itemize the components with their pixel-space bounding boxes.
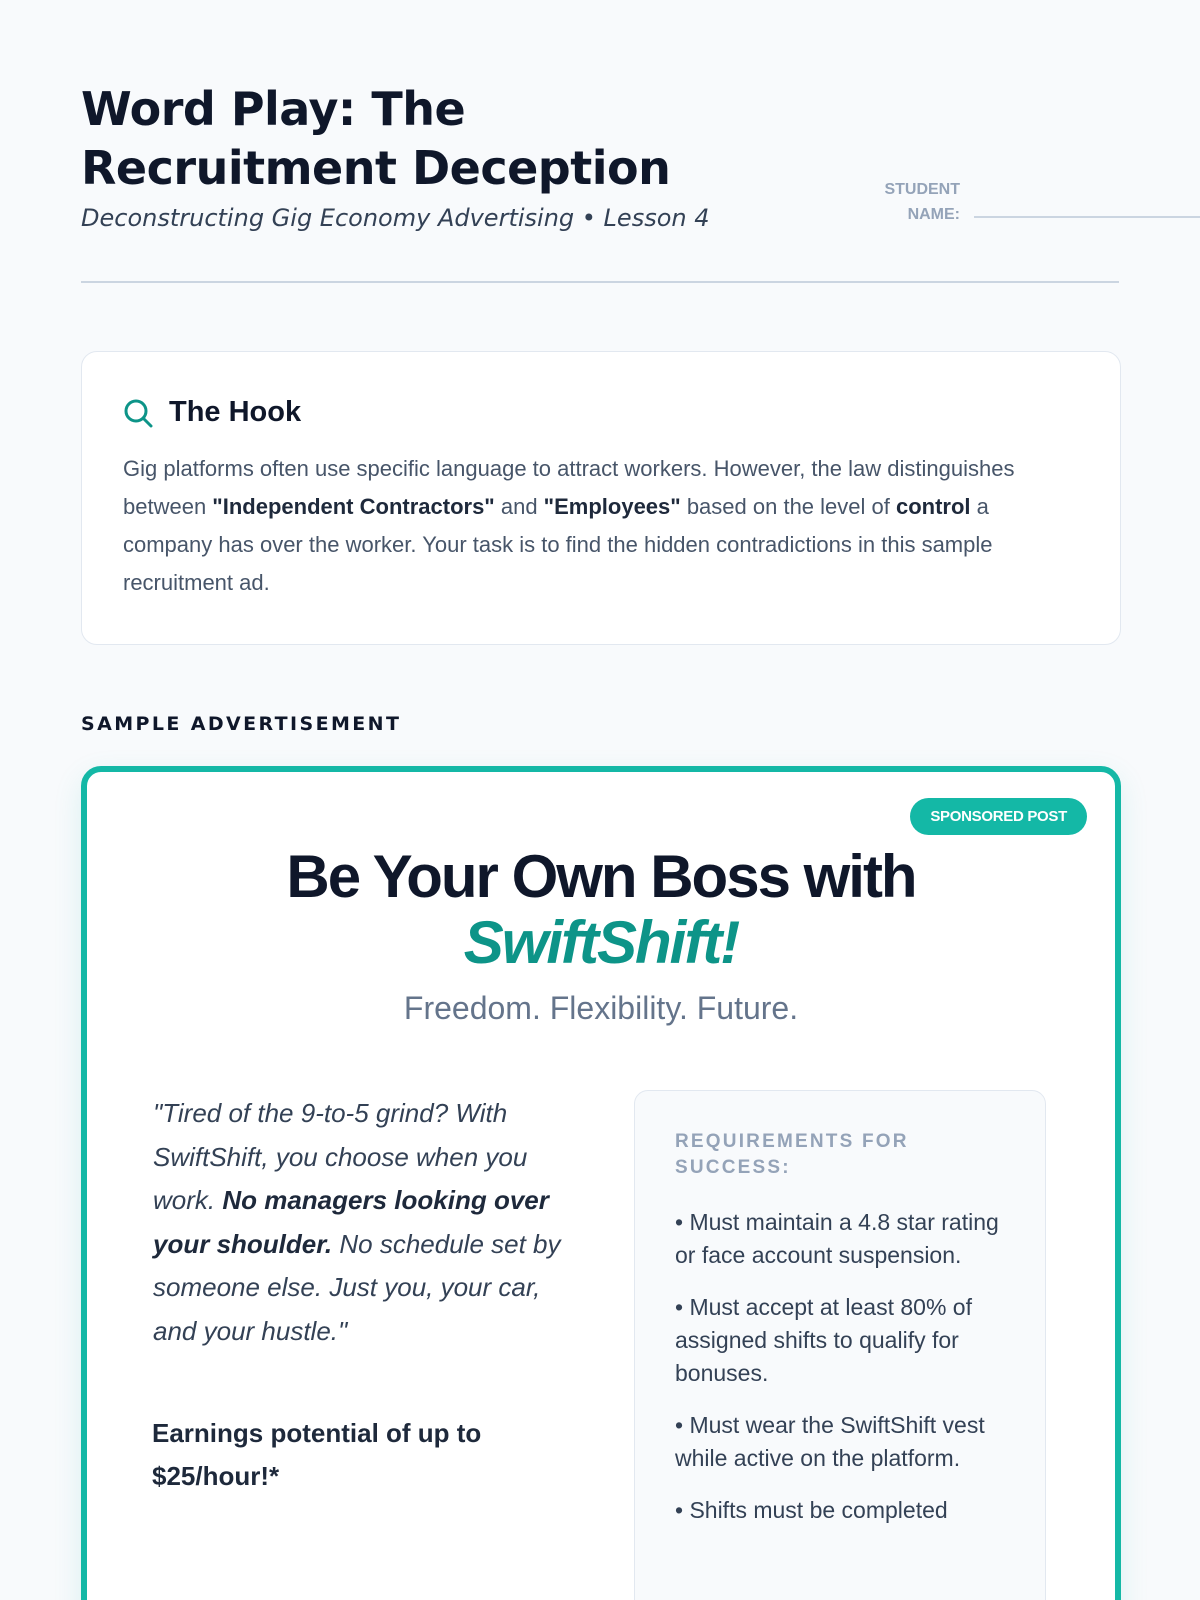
search-icon: [123, 398, 153, 428]
section-label: SAMPLE ADVERTISEMENT: [81, 713, 402, 735]
requirement-item: • Shifts must be completed: [675, 1497, 948, 1523]
hook-bold-control: control: [895, 494, 971, 519]
student-label-line-2: NAME:: [907, 206, 960, 223]
student-label-line-1: STUDENT: [884, 181, 960, 198]
hook-text-2: and: [494, 494, 544, 519]
ad-headline: [87, 844, 1115, 976]
hook-bold-employees: "Employees": [543, 494, 681, 519]
worksheet-header: [81, 0, 1119, 283]
requirement-item: • Must maintain a 4.8 star rating or face account suspension.: [675, 1209, 999, 1268]
hook-text-1: Gig platforms often use specific language to attract workers. However, the law distinguishes between: [123, 456, 1015, 519]
requirement-item: • Must wear the SwiftShift vest while active on the platform.: [675, 1412, 985, 1471]
ad-brand: SwiftShift!: [463, 909, 739, 976]
hook-card: [81, 351, 1121, 645]
hook-body: [123, 450, 1083, 602]
ad-quote-1: "Tired of the 9-to-5 grind? With SwiftShift, you choose when you work.: [153, 1098, 528, 1215]
hook-bold-contractors: "Independent Contractors": [212, 494, 495, 519]
hook-text-3: based on the level of: [680, 494, 896, 519]
page-title: [81, 80, 670, 198]
requirements-box: [634, 1090, 1046, 1600]
ad-quote-bold: No managers looking over your shoulder.: [153, 1185, 549, 1259]
page-title-line-1: Word Play: The: [81, 82, 466, 136]
page-title-line-2: Recruitment Deception: [81, 141, 671, 195]
requirement-item: • Must accept at least 80% of assigned shifts to qualify for bonuses.: [675, 1294, 972, 1386]
student-name-field[interactable]: [974, 216, 1200, 218]
ad-earnings: Earnings potential of up to $25/hour!*: [152, 1418, 482, 1491]
ad-quote-2: No schedule set by someone else. Just you, your car, and your hustle.": [153, 1228, 561, 1346]
hook-title: The Hook: [169, 396, 302, 428]
student-name-label: [796, 177, 960, 227]
hook-heading: [123, 396, 301, 429]
requirements-title: REQUIREMENTS FOR SUCCESS:: [675, 1131, 909, 1178]
sample-advertisement: [81, 766, 1121, 1600]
ad-headline-text: Be Your Own Boss with: [286, 843, 916, 910]
ad-quote: [153, 1092, 573, 1353]
hook-text-4: a company has over the worker. Your task is to find the hidden contradictions in this sample recruitment ad.: [123, 494, 993, 595]
sponsored-badge: SPONSORED POST: [910, 798, 1087, 835]
page-subtitle: Deconstructing Gig Economy Advertising • Lesson 4: [81, 204, 710, 232]
ad-tagline: Freedom. Flexibility. Future.: [403, 990, 799, 1026]
